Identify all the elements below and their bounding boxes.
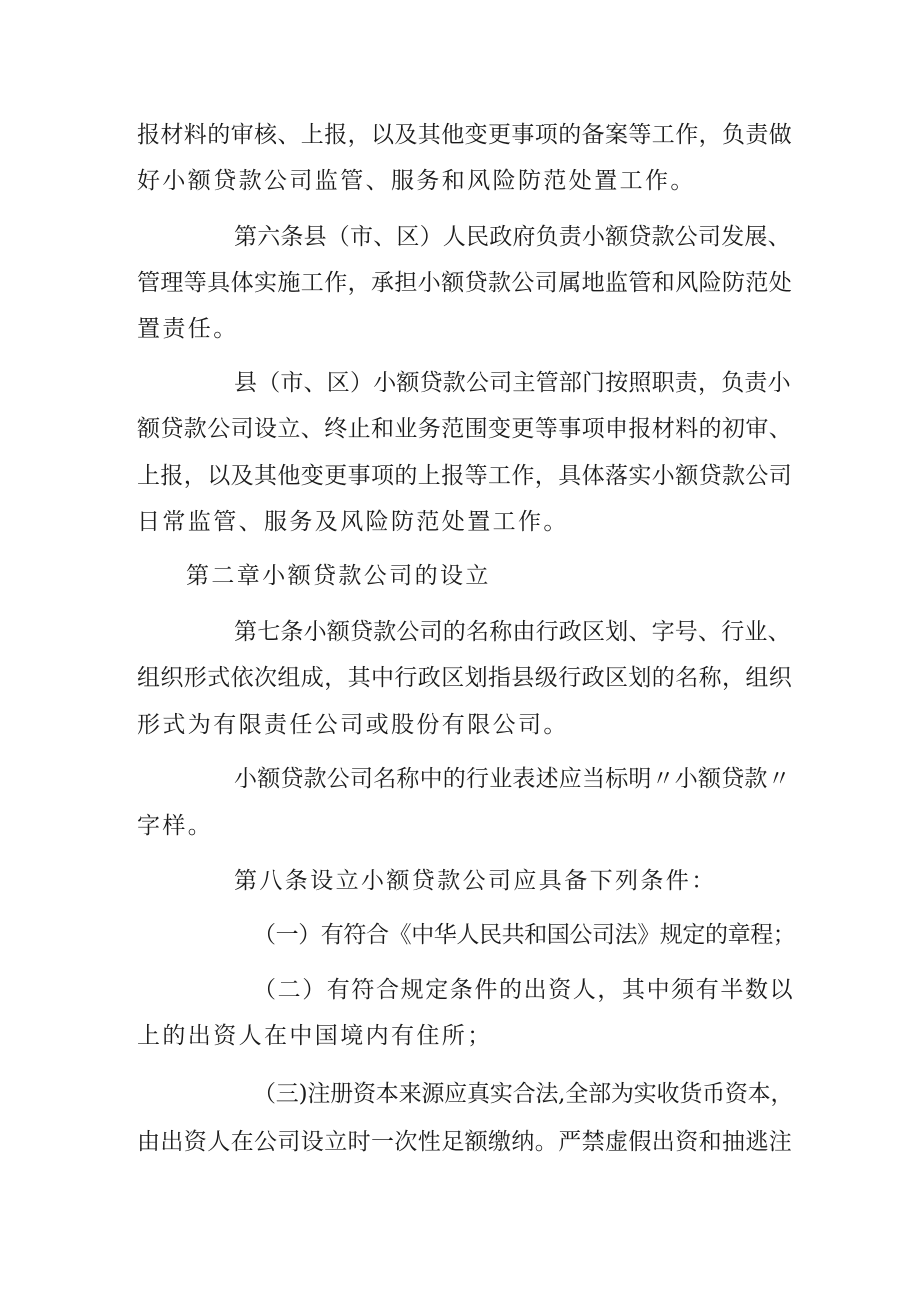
text-line: 额贷款公司设立、终止和业务范围变更等事项申报材料的初审、	[137, 416, 793, 442]
list-item: （三)注册资本来源应真实合法,全部为实收货币资本，	[253, 1081, 794, 1107]
text-line: 字样。	[137, 813, 214, 839]
text-line: 县（市、区）小额贷款公司主管部门按照职责，负责小	[234, 370, 791, 396]
chapter-heading: 第二章小额贷款公司的设立	[186, 563, 491, 589]
text-line: 形式为有限责任公司或股份有限公司。	[137, 712, 569, 738]
text-line: 由出资人在公司设立时一次性足额缴纳。严禁虚假出资和抽逃注	[137, 1129, 793, 1155]
text-line: 管理等具体实施工作，承担小额贷款公司属地监管和风险防范处	[137, 270, 793, 296]
text-line: 小额贷款公司名称中的行业表述应当标明〃小额贷款〃	[234, 766, 791, 792]
text-line: 第八条设立小额贷款公司应具备下列条件：	[234, 868, 717, 894]
text-line: 上报，以及其他变更事项的上报等工作，具体落实小额贷款公司	[137, 463, 793, 489]
list-item: （二）有符合规定条件的出资人，其中须有半数以	[253, 977, 795, 1003]
list-item: （一）有符合《中华人民共和国公司法》规定的章程；	[253, 922, 796, 948]
text-line: 组织形式依次组成，其中行政区划指县级行政区划的名称，组织	[137, 665, 793, 691]
text-line: 报材料的审核、上报，以及其他变更事项的备案等工作，负责做	[137, 122, 793, 148]
text-line: 第六条县（市、区）人民政府负责小额贷款公司发展、	[234, 224, 791, 250]
text-line: 上的出资人在中国境内有住所；	[137, 1023, 493, 1049]
text-line: 好小额贷款公司监管、服务和风险防范处置工作。	[137, 168, 696, 194]
text-line: 置责任。	[137, 316, 239, 342]
text-line: 第七条小额贷款公司的名称由行政区划、字号、行业、	[234, 619, 791, 645]
text-line: 日常监管、服务及风险防范处置工作。	[137, 509, 569, 535]
